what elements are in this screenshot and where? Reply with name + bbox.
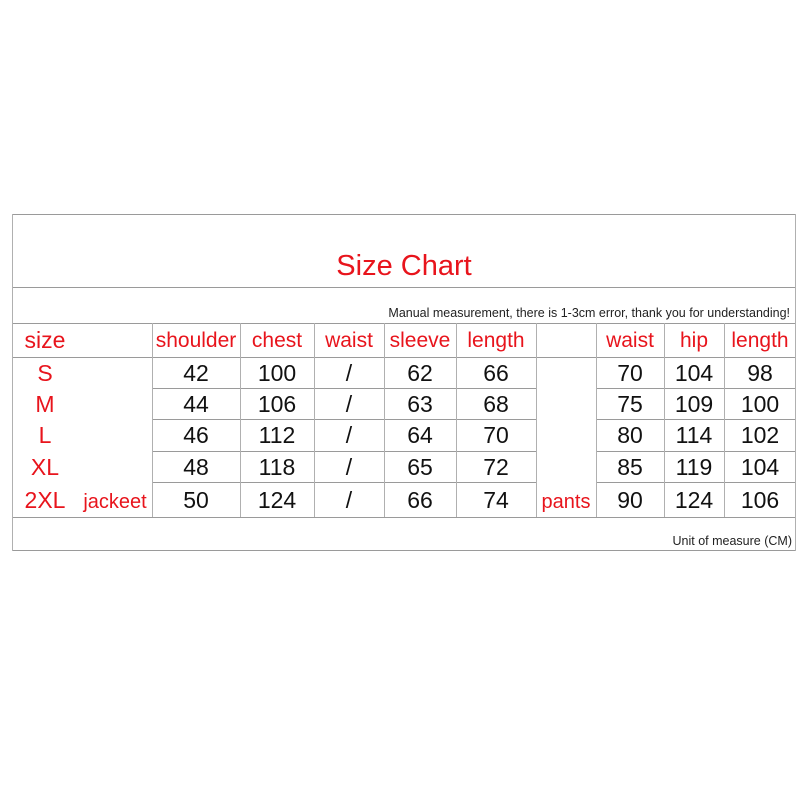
pants-waist-value: 90 — [617, 486, 643, 513]
header-pants-length: length — [731, 328, 789, 352]
unit-of-measure: Unit of measure (CM) — [672, 534, 792, 548]
chart-title: Size Chart — [336, 249, 472, 282]
header-size: size — [24, 327, 66, 353]
size-label: S — [37, 359, 53, 386]
hip-value: 104 — [674, 359, 714, 386]
length-value: 68 — [483, 390, 509, 417]
pants-length-value: 104 — [740, 453, 780, 480]
length-value: 66 — [483, 359, 509, 386]
hip-value: 114 — [675, 422, 713, 448]
size-label: L — [38, 422, 52, 448]
measurement-note: Manual measurement, there is 1-3cm error, thank you for understanding! — [388, 306, 790, 320]
shoulder-value: 50 — [183, 486, 209, 513]
pants-waist-value: 85 — [617, 453, 643, 480]
shoulder-value: 48 — [183, 453, 209, 480]
hip-value: 124 — [674, 486, 714, 513]
size-chart-table — [12, 214, 796, 551]
waist-value: / — [345, 422, 353, 448]
shoulder-value: 42 — [183, 359, 209, 386]
header-waist: waist — [325, 328, 373, 352]
size-label: M — [35, 390, 55, 417]
hip-value: 109 — [674, 390, 714, 417]
header-hip: hip — [679, 328, 709, 352]
table-border-top — [12, 214, 796, 215]
sleeve-value: 64 — [407, 422, 433, 448]
header-chest: chest — [251, 328, 303, 352]
chest-value: 106 — [257, 390, 297, 417]
group-label-jacket: jackeet — [83, 490, 147, 513]
pants-length-value: 98 — [747, 359, 773, 386]
waist-value: / — [345, 486, 353, 513]
pants-waist-value: 70 — [617, 359, 643, 386]
chest-value: 118 — [258, 453, 296, 480]
table-border-bottom — [12, 550, 796, 551]
header-shoulder: shoulder — [155, 328, 237, 352]
sleeve-value: 63 — [407, 390, 433, 417]
hip-value: 119 — [675, 453, 713, 480]
pants-waist-value: 75 — [617, 390, 643, 417]
waist-value: / — [345, 390, 353, 417]
shoulder-value: 46 — [183, 422, 209, 448]
header-sleeve: sleeve — [389, 328, 451, 352]
sleeve-value: 65 — [407, 453, 433, 480]
pants-length-value: 102 — [740, 422, 780, 448]
size-label: XL — [30, 453, 60, 480]
length-value: 70 — [483, 422, 509, 448]
sleeve-value: 62 — [407, 359, 433, 386]
length-value: 72 — [483, 453, 509, 480]
length-value: 74 — [483, 486, 509, 513]
size-label: 2XL — [24, 486, 66, 513]
pants-length-value: 106 — [740, 486, 780, 513]
chest-value: 100 — [257, 359, 297, 386]
waist-value: / — [345, 359, 353, 386]
sleeve-value: 66 — [407, 486, 433, 513]
chest-value: 112 — [258, 422, 296, 448]
header-length: length — [467, 328, 525, 352]
shoulder-value: 44 — [183, 390, 209, 417]
group-label-pants: pants — [541, 490, 591, 513]
pants-waist-value: 80 — [617, 422, 643, 448]
waist-value: / — [345, 453, 353, 480]
pants-length-value: 100 — [740, 390, 780, 417]
header-pants-waist: waist — [606, 328, 654, 352]
chest-value: 124 — [257, 486, 297, 513]
